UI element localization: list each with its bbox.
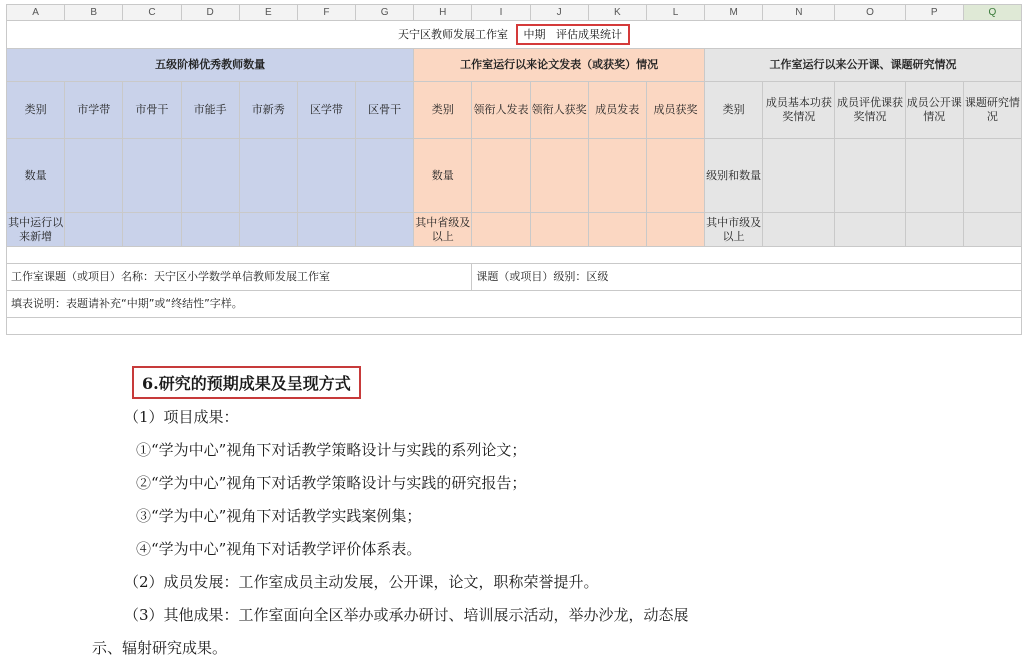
title-prefix: 天宁区教师发展工作室	[398, 27, 508, 41]
header-skill-awards[interactable]: 成员基本功获奖情况	[763, 82, 835, 139]
doc-line: （3）其他成果：工作室面向全区举办或承办研讨、培训展示活动，举办沙龙，动态展	[124, 606, 689, 624]
section-lessons[interactable]: 工作室运行以来公开课、课题研究情况	[705, 49, 1022, 82]
row-quantity-label[interactable]: 数量	[7, 139, 65, 213]
column-header-row	[7, 5, 1022, 21]
col-header-q[interactable]: Q	[963, 5, 1021, 21]
col-header-l[interactable]: L	[646, 5, 704, 21]
col-header-p[interactable]: P	[905, 5, 963, 21]
header-member-published[interactable]: 成员发表	[588, 82, 646, 139]
cell[interactable]	[835, 213, 905, 247]
header-paper-category[interactable]: 类别	[414, 82, 472, 139]
title-highlight-box	[516, 24, 631, 45]
col-header-j[interactable]: J	[530, 5, 588, 21]
col-header-o[interactable]: O	[835, 5, 905, 21]
cell[interactable]	[123, 139, 181, 213]
project-level[interactable]: 课题（或项目）级别：区级	[472, 264, 1022, 291]
cell[interactable]	[297, 139, 355, 213]
header-lesson-category[interactable]: 类别	[705, 82, 763, 139]
cell[interactable]	[356, 139, 414, 213]
cell[interactable]	[239, 139, 297, 213]
cell[interactable]	[530, 139, 588, 213]
header-city-leader[interactable]: 市学带	[65, 82, 123, 139]
row-level-quantity-label[interactable]: 级别和数量	[705, 139, 763, 213]
col-header-n[interactable]: N	[763, 5, 835, 21]
spreadsheet	[6, 4, 1022, 330]
doc-line: （2）成员发展：工作室成员主动发展，公开课，论文，职称荣誉提升。	[124, 573, 599, 591]
row-city-label[interactable]: 其中市级及以上	[705, 213, 763, 247]
cell[interactable]	[65, 139, 123, 213]
blank-row[interactable]	[7, 247, 1022, 264]
cell[interactable]	[181, 213, 239, 247]
doc-line: ④“学为中心”视角下对话教学评价体系表。	[136, 540, 422, 558]
col-header-i[interactable]: I	[472, 5, 530, 21]
section-papers[interactable]: 工作室运行以来论文发表（或获奖）情况	[414, 49, 705, 82]
title-suffix: 评估成果统计	[556, 27, 622, 41]
col-header-m[interactable]: M	[705, 5, 763, 21]
cell[interactable]	[763, 139, 835, 213]
cell[interactable]	[835, 139, 905, 213]
section-teachers[interactable]: 五级阶梯优秀教师数量	[7, 49, 414, 82]
header-city-newstar[interactable]: 市新秀	[239, 82, 297, 139]
header-lesson-awards[interactable]: 成员评优课获奖情况	[835, 82, 905, 139]
col-header-g[interactable]: G	[356, 5, 414, 21]
project-name[interactable]: 工作室课题（或项目）名称：天宁区小学数学单信教师发展工作室	[7, 264, 472, 291]
col-header-c[interactable]: C	[123, 5, 181, 21]
col-header-a[interactable]: A	[7, 5, 65, 21]
header-category[interactable]: 类别	[7, 82, 65, 139]
cell[interactable]	[239, 213, 297, 247]
cell[interactable]	[356, 213, 414, 247]
table-title[interactable]	[7, 21, 1022, 49]
row-provincial-label[interactable]: 其中省级及以上	[414, 213, 472, 247]
cell[interactable]	[588, 139, 646, 213]
col-header-h[interactable]: H	[414, 5, 472, 21]
cell[interactable]	[763, 213, 835, 247]
document-section	[0, 330, 1024, 672]
cell[interactable]	[472, 213, 530, 247]
header-member-awarded[interactable]: 成员获奖	[646, 82, 704, 139]
header-research[interactable]: 课题研究情况	[963, 82, 1021, 139]
header-leader-awarded[interactable]: 领衔人获奖	[530, 82, 588, 139]
header-district-backbone[interactable]: 区骨干	[356, 82, 414, 139]
header-district-leader[interactable]: 区学带	[297, 82, 355, 139]
col-header-e[interactable]: E	[239, 5, 297, 21]
doc-line: 示、辐射研究成果。	[92, 639, 228, 657]
doc-line: ③“学为中心”视角下对话教学实践案例集；	[136, 507, 422, 525]
cell[interactable]	[905, 213, 963, 247]
header-open-lessons[interactable]: 成员公开课情况	[905, 82, 963, 139]
cell[interactable]	[963, 139, 1021, 213]
header-city-backbone[interactable]: 市骨干	[123, 82, 181, 139]
cell[interactable]	[123, 213, 181, 247]
doc-line: （1）项目成果：	[124, 408, 239, 426]
row-new-label[interactable]: 其中运行以来新增	[7, 213, 65, 247]
col-header-b[interactable]: B	[65, 5, 123, 21]
col-header-d[interactable]: D	[181, 5, 239, 21]
fill-instructions[interactable]: 填表说明：表题请补充“中期”或“终结性”字样。	[7, 291, 1022, 318]
cell[interactable]	[297, 213, 355, 247]
header-city-expert[interactable]: 市能手	[181, 82, 239, 139]
section-heading: 6.研究的预期成果及呈现方式	[132, 366, 361, 399]
doc-line: ②“学为中心”视角下对话教学策略设计与实践的研究报告；	[136, 474, 527, 492]
cell[interactable]	[181, 139, 239, 213]
cell[interactable]	[588, 213, 646, 247]
col-header-k[interactable]: K	[588, 5, 646, 21]
cell[interactable]	[905, 139, 963, 213]
stats-table	[6, 4, 1022, 335]
title-stage: 中期	[523, 27, 546, 41]
header-leader-published[interactable]: 领衔人发表	[472, 82, 530, 139]
cell[interactable]	[530, 213, 588, 247]
cell[interactable]	[963, 213, 1021, 247]
cell[interactable]	[646, 213, 704, 247]
doc-line: ①“学为中心”视角下对话教学策略设计与实践的系列论文；	[136, 441, 527, 459]
col-header-f[interactable]: F	[297, 5, 355, 21]
row-paper-quantity-label[interactable]: 数量	[414, 139, 472, 213]
cell[interactable]	[646, 139, 704, 213]
cell[interactable]	[472, 139, 530, 213]
cell[interactable]	[65, 213, 123, 247]
